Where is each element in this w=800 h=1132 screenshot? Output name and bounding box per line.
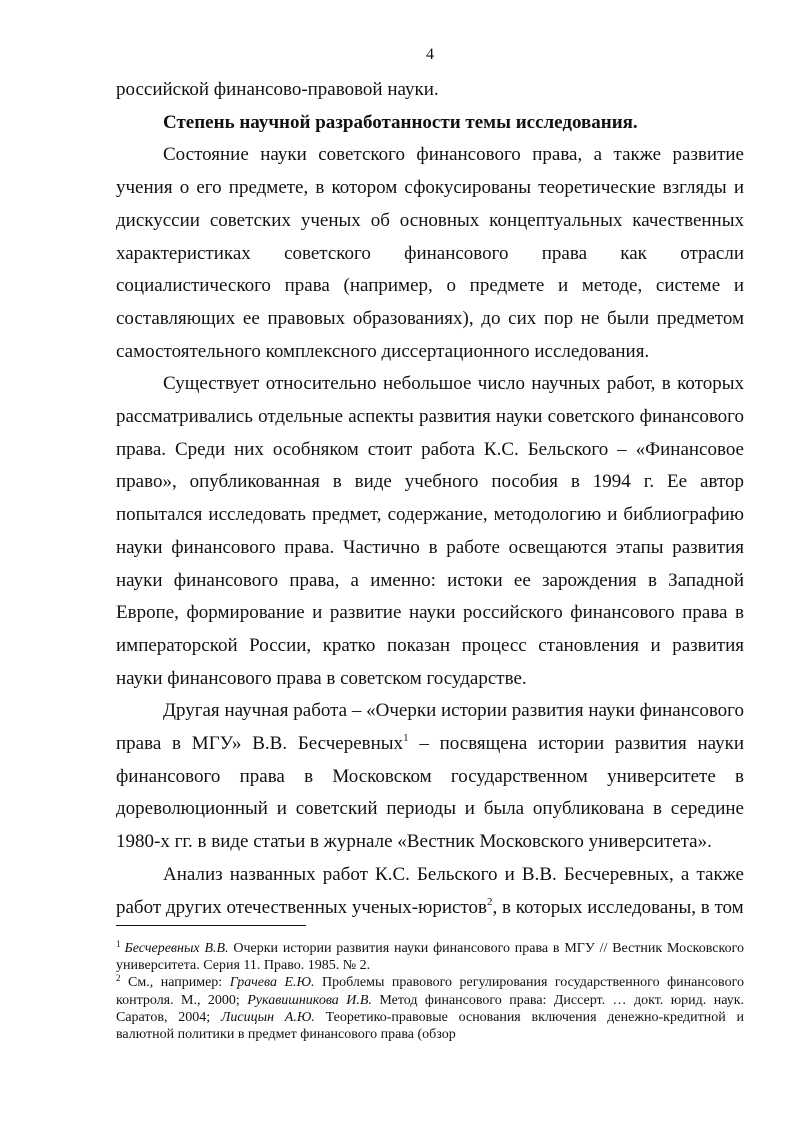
paragraph-continuation: российской финансово-правовой науки. <box>116 79 439 100</box>
footnote-1-author: Бесчеревных В.В. <box>124 941 229 956</box>
paragraph-4 <box>116 859 744 924</box>
section-heading: Степень научной разработанности темы исследования. <box>163 111 638 133</box>
footnote-2-text-3: Теоретико-правовые основания включения денежно-кредитной и валютной политики в предмет финансового права (обзор <box>116 1009 745 1043</box>
body-text <box>116 74 744 924</box>
footnote-2-text-1: Проблемы правового регулирования государственного финансового контроля. М., 2000; <box>116 975 744 1008</box>
footnotes <box>116 940 744 1043</box>
footnote-divider <box>116 925 306 926</box>
footnote-2-marker: 2 <box>116 973 121 984</box>
footnote-1 <box>116 940 744 974</box>
footnote-2-author-1: Грачева Е.Ю. <box>229 975 315 991</box>
paragraph-3-text-b: – посвящена истории развития науки финансового права в Московском государственном университете в дореволюционный и советский периоды и была опубликована в середине 1980-х гг. в виде статьи в журнале «Вестник Московского университета». <box>116 733 745 853</box>
paragraph-1: Состояние науки советского финансового права, а также развитие учения о его предмете, в котором сфокусированы теоретические взгляды и дискуссии советских ученых об основных концептуальных качественных характеристиках советского финансового права как отрасли социалистического права (например, о предмете и методе, системе и составляющих ее правовых образованиях), до сих пор не были предметом самостоятельного комплексного диссертационного исследования. <box>116 144 744 362</box>
paragraph-4-text-b: , в которых исследованы, в том <box>492 896 744 918</box>
footnote-2-author-3: Лисицын А.Ю. <box>220 1009 315 1025</box>
footnote-2-lead: См., например: <box>120 975 230 991</box>
footnote-1-marker: 1 <box>116 939 121 949</box>
page-number: 4 <box>426 46 434 63</box>
footnote-ref-1[interactable]: 1 <box>403 732 409 745</box>
paragraph-3 <box>116 695 744 859</box>
paragraph-4-text-a: Анализ названных работ К.С. Бельского и В.В. Бесчеревных, а также работ других отечественных ученых-юристов <box>116 863 744 918</box>
footnote-1-text: Очерки истории развития науки финансового права в МГУ // Вестник Московского университета. Серия 11. Право. 1985. № 2. <box>116 941 744 974</box>
paragraph-3-text-a: Другая научная работа – «Очерки истории развития науки финансового права в МГУ» В.В. Бесчеревных <box>116 700 744 755</box>
footnote-2-author-2: Рукавишникова И.В. <box>247 992 372 1008</box>
footnote-2 <box>116 974 744 1043</box>
footnote-ref-2[interactable]: 2 <box>486 895 493 908</box>
paragraph-2: Существует относительно небольшое число научных работ, в которых рассматривались отдельные аспекты развития науки советского финансового права. Среди них особняком стоит работа К.С. Бельского – «Финансовое право», опубликованная в виде учебного пособия в 1994 г. Ее автор попытался исследовать предмет, содержание, методологию и библиографию науки финансового права. Частично в работе освещаются этапы развития науки финансового права, а именно: истоки ее зарождения в Западной Европе, формирование и развитие науки российского финансового права в императорской России, кратко показан процесс становления и развития науки финансового права в советском государстве. <box>116 373 744 689</box>
footnote-2-text-2: Метод финансового права: Диссерт. … докт. юрид. наук. Саратов, 2004; <box>116 992 745 1025</box>
